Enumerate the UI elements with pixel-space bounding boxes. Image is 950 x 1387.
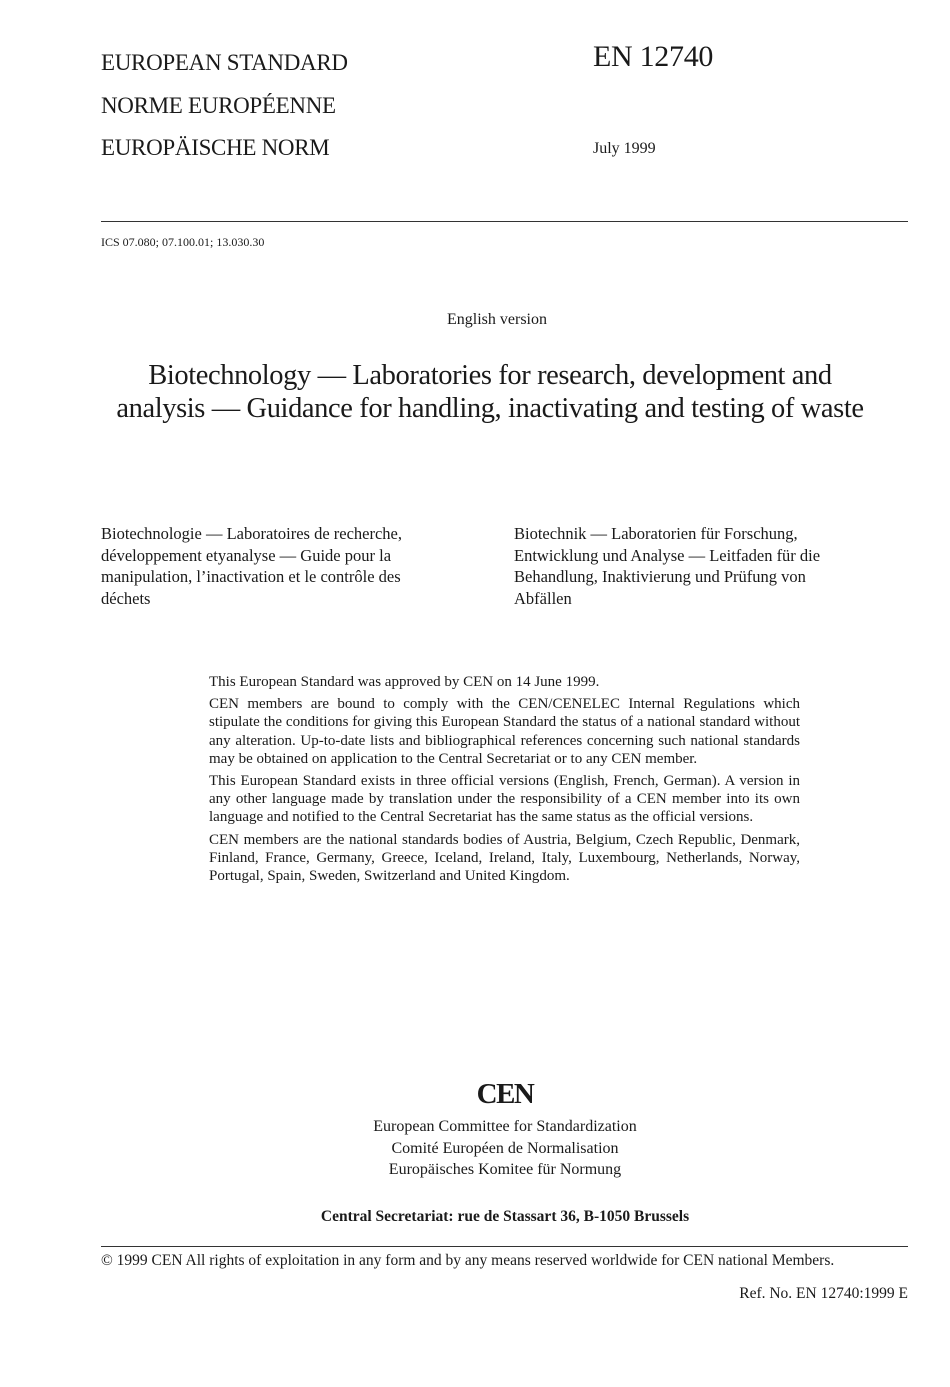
- publication-date: July 1999: [593, 140, 656, 157]
- copyright-notice: © 1999 CEN All rights of exploitation in any form and by any means reserved worldwide for CEN national Members.: [101, 1252, 835, 1269]
- document-title-line-1: Biotechnology — Laboratories for research, development and: [148, 360, 832, 391]
- org-name-english: European Committee for Standardization: [373, 1118, 637, 1135]
- standard-title-german: EUROPÄISCHE NORM: [101, 135, 330, 160]
- approval-paragraph: CEN members are bound to comply with the CEN/CENELEC Internal Regulations which stipulate the conditions for giving this European Standard the status of a national standard without any alteration. Up-to-date lists and bibliographical references concerning such national standards may be obtained on application to the Central Secretariat or to any CEN member.: [209, 696, 800, 767]
- header-divider: [101, 221, 908, 222]
- version-label: English version: [447, 311, 547, 328]
- reference-number: Ref. No. EN 12740:1999 E: [739, 1285, 908, 1302]
- ics-codes: ICS 07.080; 07.100.01; 13.030.30: [101, 235, 265, 249]
- org-name-german: Europäisches Komitee für Normung: [388, 1161, 622, 1178]
- standard-title-english: EUROPEAN STANDARD: [101, 50, 348, 75]
- approval-paragraph: This European Standard was approved by CEN on 14 June 1999.: [209, 674, 600, 690]
- approval-paragraph: This European Standard exists in three official versions (English, French, German). A version in any other language made by translation under the responsibility of a CEN member into its own language and notified to the Central Secretariat has the same status as the official versions.: [209, 773, 800, 826]
- german-title: Biotechnik — Laboratorien für Forschung, Entwicklung und Analyse — Leitfaden für die Behandlung, Inaktivierung und Prüfung von Abfällen: [514, 524, 821, 608]
- standard-title-french: NORME EUROPÉENNE: [101, 93, 336, 118]
- org-name-french: Comité Européen de Normalisation: [391, 1139, 619, 1157]
- approval-notice: [209, 673, 800, 889]
- central-secretariat: Central Secretariat: rue de Stassart 36, B-1050 Brussels: [320, 1208, 690, 1225]
- document-title-line-2: analysis — Guidance for handling, inactivating and testing of waste: [116, 393, 864, 424]
- approval-paragraph: CEN members are the national standards bodies of Austria, Belgium, Czech Republic, Denmark, Finland, France, Germany, Greece, Iceland, Ireland, Italy, Luxembourg, Netherlands, Norway, Portugal, Spain, Sweden, Switzerland and United Kingdom.: [209, 831, 800, 885]
- cen-organization-names: [255, 1116, 755, 1181]
- cen-logo: CEN: [476, 1078, 534, 1110]
- french-title: Biotechnologie — Laboratoires de recherche, développement etyanalyse — Guide pour la manipulation, l’inactivation et le contrôle des déchets: [101, 524, 402, 608]
- standard-number: EN 12740: [593, 40, 714, 73]
- footer-divider: [101, 1246, 908, 1247]
- document-title: [60, 359, 920, 425]
